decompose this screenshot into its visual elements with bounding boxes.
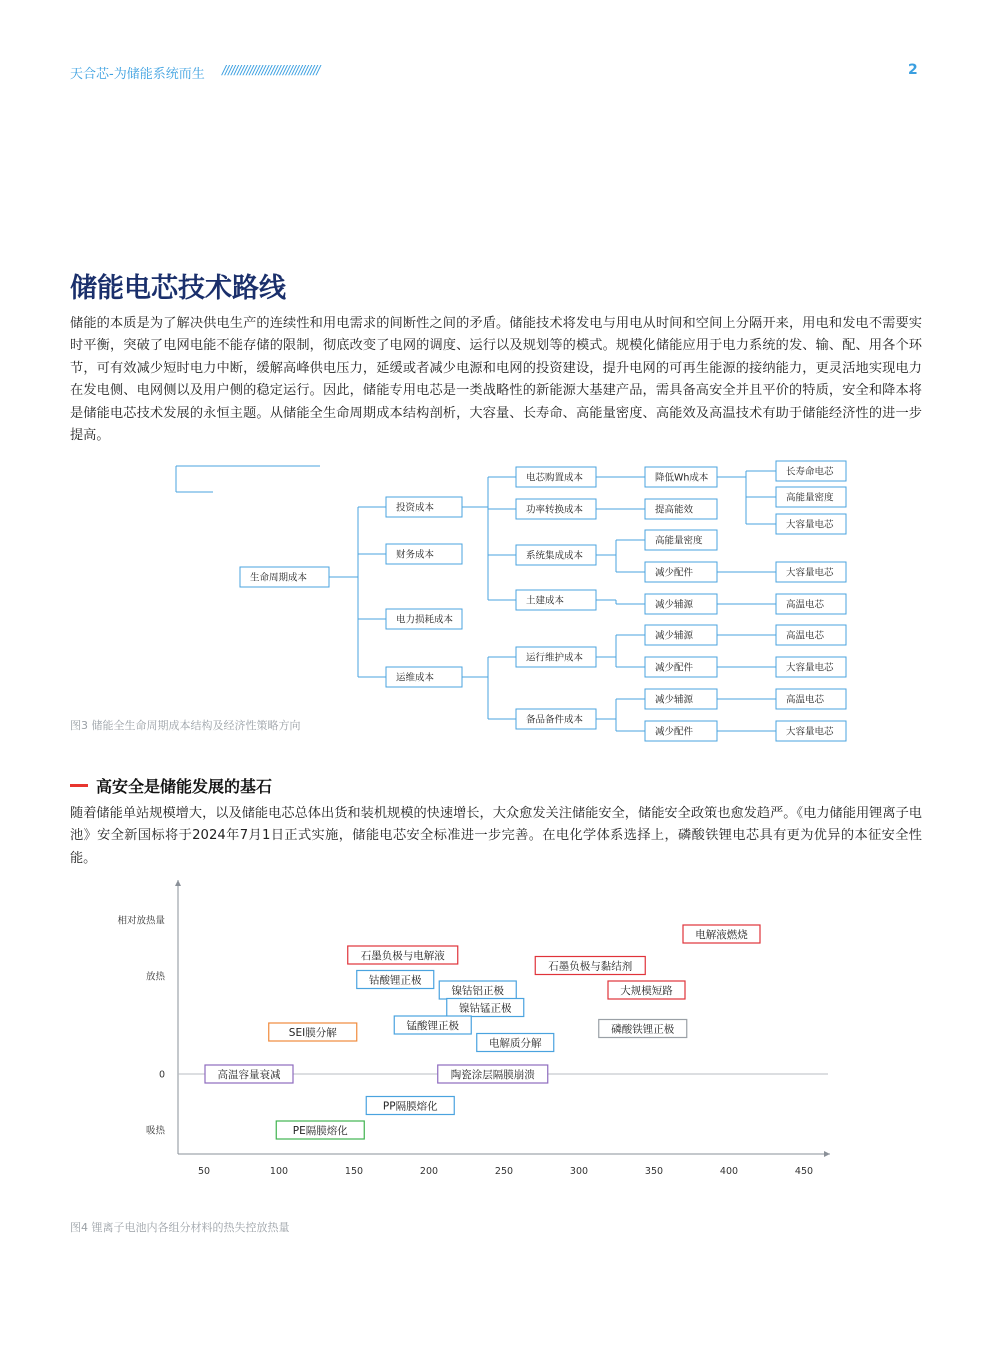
level4-node-label: 高能量密度 bbox=[786, 492, 834, 504]
chart-point-label: 陶瓷涂层隔膜崩溃 bbox=[450, 1069, 535, 1081]
chart-point bbox=[599, 1020, 687, 1038]
x-axis-arrow bbox=[824, 1151, 830, 1157]
chart-point-label: 高温容量衰减 bbox=[217, 1069, 281, 1081]
diagram-caption: 图3 储能全生命周期成本结构及经济性策略方向 bbox=[70, 719, 301, 732]
level4-node-label: 长寿命电芯 bbox=[786, 466, 834, 478]
header-brand: 天合芯-为储能系统而生 bbox=[70, 67, 205, 82]
chart-point-label: 锰酸锂正极 bbox=[406, 1020, 459, 1032]
chart-point bbox=[348, 946, 458, 964]
section-paragraph: 随着储能单站规模增大，以及储能电芯总体出货和装机规模的快速增长，大众愈发关注储能安全，储能安全政策也愈发趋严。《电力储能用锂离子电池》安全新国标将于2024年7月1日正式实施，储能电芯安全标准进一步完善。在电化学体系选择上，磷酸铁锂电芯具有更为优异的本征安全性能。 bbox=[70, 806, 922, 866]
y-tick-label: 放热 bbox=[145, 971, 165, 983]
x-tick-label: 250 bbox=[494, 1166, 514, 1177]
level3-node-label: 减少辅源 bbox=[655, 694, 694, 706]
level2-node-label: 土建成本 bbox=[526, 595, 565, 607]
x-tick-label: 350 bbox=[644, 1166, 664, 1177]
header-decoration: //////////////////////////////// bbox=[222, 63, 320, 77]
level4-node-label: 高温电芯 bbox=[786, 599, 825, 611]
level3-node-label: 减少配件 bbox=[655, 567, 694, 579]
level4-node-label: 高温电芯 bbox=[786, 694, 825, 706]
chart-point bbox=[269, 1023, 357, 1041]
root-node-label: 生命周期成本 bbox=[250, 572, 308, 584]
x-tick-label: 400 bbox=[719, 1166, 739, 1177]
level4-node-label: 大容量电芯 bbox=[786, 662, 834, 674]
chart-point-label: 电解液燃烧 bbox=[695, 929, 748, 941]
level3-node-label: 减少辅源 bbox=[655, 599, 694, 611]
chart-point-label: 大规模短路 bbox=[620, 985, 673, 997]
chart-point bbox=[205, 1065, 293, 1083]
chart-point bbox=[535, 957, 645, 975]
level3-node-label: 高能量密度 bbox=[655, 535, 703, 547]
level4-node-label: 大容量电芯 bbox=[786, 519, 834, 531]
level1-node-label: 运维成本 bbox=[396, 672, 435, 684]
level3-node-label: 减少配件 bbox=[655, 726, 694, 738]
x-tick-label: 50 bbox=[197, 1166, 211, 1177]
chart-point-label: 镍钴锰正极 bbox=[459, 1002, 512, 1015]
x-tick-label: 150 bbox=[344, 1166, 364, 1177]
level3-node-label: 提高能效 bbox=[655, 504, 694, 516]
level4-node-label: 大容量电芯 bbox=[786, 726, 834, 738]
level2-node-label: 功率转换成本 bbox=[526, 504, 584, 516]
chart-point-label: 石墨负极与电解液 bbox=[360, 950, 445, 962]
chart-point-label: PE隔膜熔化 bbox=[292, 1125, 348, 1137]
chart-point bbox=[366, 1097, 454, 1115]
chart-point bbox=[357, 971, 434, 989]
x-tick-label: 200 bbox=[419, 1166, 439, 1177]
level1-node-label: 财务成本 bbox=[396, 549, 435, 561]
chart-point bbox=[683, 925, 760, 943]
x-tick-label: 100 bbox=[269, 1166, 289, 1177]
level1-node-label: 电力损耗成本 bbox=[396, 614, 454, 626]
level4-node-label: 高温电芯 bbox=[786, 630, 825, 642]
x-tick-label: 300 bbox=[569, 1166, 589, 1177]
chart-point-label: 磷酸铁锂正极 bbox=[611, 1023, 675, 1036]
chart-point bbox=[438, 1065, 548, 1083]
chart-point-label: 镍钴铝正极 bbox=[451, 985, 504, 997]
chart-point bbox=[439, 981, 516, 999]
section-heading-text: 高安全是储能发展的基石 bbox=[96, 777, 273, 796]
chart-point-label: SEI膜分解 bbox=[288, 1027, 337, 1039]
intro-paragraph: 储能的本质是为了解决供电生产的连续性和用电需求的间断性之间的矛盾。储能技术将发电与用电从时间和空间上分隔开来，用电和发电不需要实时平衡，突破了电网电能不能存储的限制，彻底改变了电网的调度、运行以及规划等的模式。规模化储能应用于电力系统的发、输、配、用各个环节，可有效减少短时电力中断，缓解高峰供电压力，延缓或者减少电源和电网的投资建设，提升电网的可再生能源的接纳能力，更灵活地实现电力在发电侧、电网侧以及用户侧的稳定运行。因此，储能专用电芯是一类战略性的新能源大基建产品，需具备高安全并且平价的特质，安全和降本将是储能电芯技术发展的永恒主题。从储能全生命周期成本结构剖析，大容量、长寿命、高能量密度、高能效及高温技术有助于储能经济性的进一步提高。 bbox=[70, 316, 922, 444]
level1-node-label: 投资成本 bbox=[396, 502, 435, 514]
page-number: 2 bbox=[908, 62, 918, 78]
y-tick-label: 相对放热量 bbox=[117, 915, 165, 927]
level2-node-label: 运行维护成本 bbox=[526, 652, 584, 664]
chart-point bbox=[447, 999, 524, 1017]
level3-node-label: 减少辅源 bbox=[655, 630, 694, 642]
y-tick-label: 吸热 bbox=[145, 1125, 165, 1137]
chart-point bbox=[477, 1034, 554, 1052]
level2-node-label: 备品备件成本 bbox=[526, 714, 584, 726]
level3-node-label: 减少配件 bbox=[655, 662, 694, 674]
chart-point bbox=[394, 1016, 471, 1034]
chart-point bbox=[608, 981, 685, 999]
level4-node-label: 大容量电芯 bbox=[786, 567, 834, 579]
chart-caption: 图4 锂离子电池内各组分材料的热失控放热量 bbox=[70, 1221, 290, 1234]
chart-point-label: 电解质分解 bbox=[489, 1037, 542, 1050]
chart-point-label: PP隔膜熔化 bbox=[382, 1100, 438, 1113]
y-axis-arrow bbox=[175, 880, 181, 886]
level3-node-label: 降低Wh成本 bbox=[655, 472, 709, 484]
chart-point-label: 石墨负极与黏结剂 bbox=[548, 960, 633, 973]
x-tick-label: 450 bbox=[794, 1166, 814, 1177]
level2-node-label: 电芯购置成本 bbox=[526, 472, 584, 484]
page-title: 储能电芯技术路线 bbox=[70, 273, 286, 304]
chart-point bbox=[276, 1121, 364, 1139]
chart-point-label: 钴酸锂正极 bbox=[369, 974, 422, 987]
level2-node-label: 系统集成成本 bbox=[526, 550, 584, 562]
y-tick-label: 0 bbox=[158, 1069, 165, 1081]
